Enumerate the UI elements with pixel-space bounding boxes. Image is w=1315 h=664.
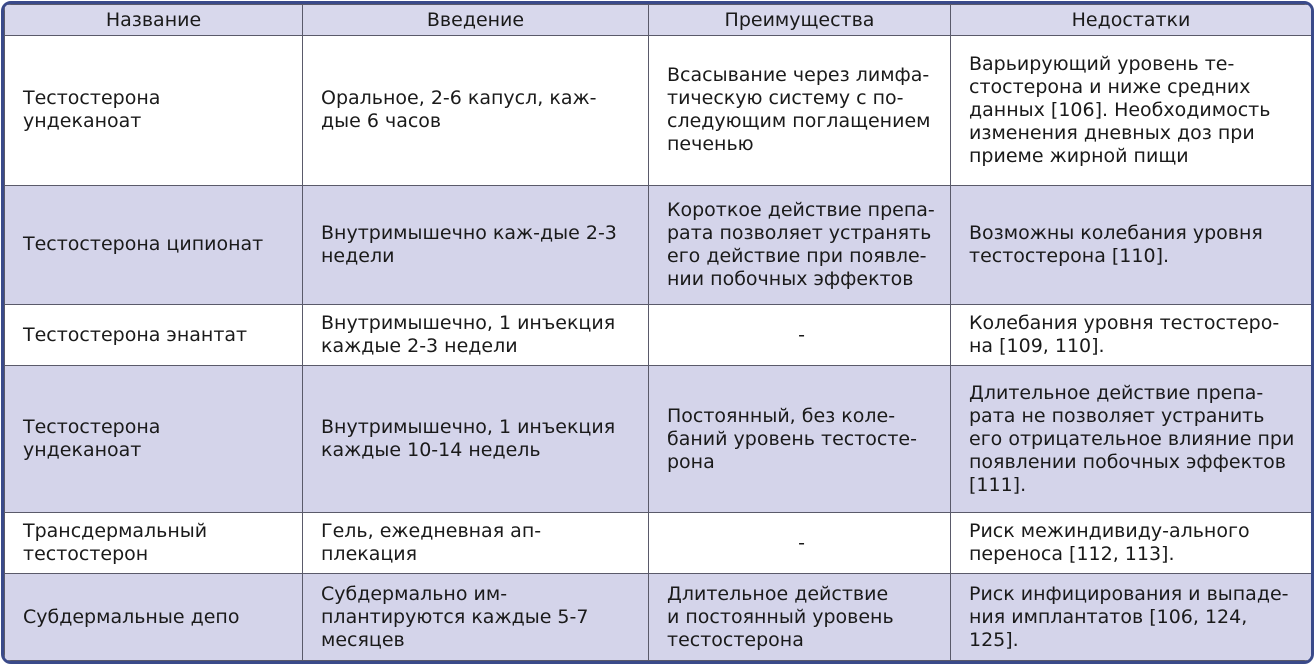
testosterone-preparations-table — [4, 4, 1312, 661]
table-row — [5, 574, 1312, 661]
header-name: Название — [5, 5, 303, 36]
cell-name: Тестостерона ундеканоат — [5, 366, 303, 513]
cell-advantages: - — [649, 305, 951, 366]
table-row — [5, 513, 1312, 574]
cell-disadvantages: Длительное действие препа- рата не позволяет устранить его отрицательное влияние при появлении побочных эффектов [111]. — [951, 366, 1312, 513]
table-header-row — [5, 5, 1312, 36]
cell-advantages: Всасывание через лимфа- тическую систему с по- следующим поглащением печенью — [649, 36, 951, 186]
header-advantages: Преимущества — [649, 5, 951, 36]
header-administration: Введение — [303, 5, 649, 36]
table-row — [5, 36, 1312, 186]
cell-disadvantages: Колебания уровня тестостеро- на [109, 110]. — [951, 305, 1312, 366]
cell-name: Трансдермальный тестостерон — [5, 513, 303, 574]
cell-administration: Внутримышечно каж-дые 2-3 недели — [303, 185, 649, 305]
table-row — [5, 366, 1312, 513]
cell-name: Тестостерона ципионат — [5, 185, 303, 305]
table-row — [5, 305, 1312, 366]
cell-administration: Субдермально им- плантируются каждые 5-7 месяцев — [303, 574, 649, 661]
cell-name: Тестостерона энантат — [5, 305, 303, 366]
cell-administration: Гель, ежедневная ап- плекация — [303, 513, 649, 574]
cell-advantages: Короткое действие препа- рата позволяет устранять его действие при появле- нии побочных эффектов — [649, 185, 951, 305]
cell-name: Тестостерона ундеканоат — [5, 36, 303, 186]
cell-disadvantages: Возможны колебания уровня тестостерона [110]. — [951, 185, 1312, 305]
cell-administration: Оральное, 2-6 капусл, каж- дые 6 часов — [303, 36, 649, 186]
cell-disadvantages: Варьирующий уровень те- стостерона и ниже средних данных [106]. Необходимость изменения дневных доз при приеме жирной пищи — [951, 36, 1312, 186]
cell-advantages: - — [649, 513, 951, 574]
table-frame — [1, 1, 1314, 664]
cell-disadvantages: Риск межиндивиду-ального переноса [112, 113]. — [951, 513, 1312, 574]
table-row — [5, 185, 1312, 305]
header-disadvantages: Недостатки — [951, 5, 1312, 36]
cell-name: Субдермальные депо — [5, 574, 303, 661]
cell-advantages: Длительное действие и постоянный уровень тестостерона — [649, 574, 951, 661]
cell-advantages: Постоянный, без коле- баний уровень тестосте- рона — [649, 366, 951, 513]
cell-administration: Внутримышечно, 1 инъекция каждые 10-14 недель — [303, 366, 649, 513]
cell-disadvantages: Риск инфицирования и выпаде- ния имплантатов [106, 124, 125]. — [951, 574, 1312, 661]
cell-administration: Внутримышечно, 1 инъекция каждые 2-3 недели — [303, 305, 649, 366]
